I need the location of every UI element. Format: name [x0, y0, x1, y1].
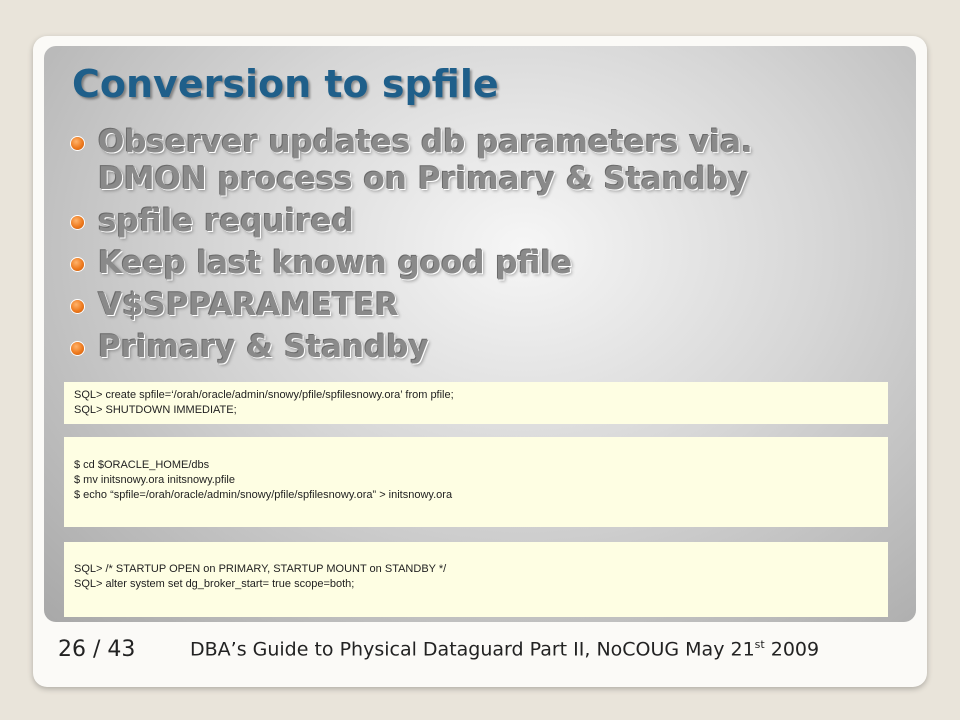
- bullet-text: spfile required: [98, 203, 354, 239]
- bullet-dot-icon: [71, 216, 84, 229]
- bullet-item: [68, 245, 908, 282]
- code-line: SQL> create spfile=‘/orah/oracle/admin/snowy/pfile/spfilesnowy.ora’ from pfile;: [74, 389, 454, 401]
- bullet-text: V$SPPARAMETER: [98, 287, 399, 323]
- code-line: SQL> SHUTDOWN IMMEDIATE;: [74, 404, 237, 416]
- bullet-text: Primary & Standby: [98, 329, 429, 365]
- bullet-text: Observer updates db parameters via.: [98, 124, 753, 160]
- slide-content-panel: [44, 46, 916, 622]
- bullet-text-continued: DMON process on Primary & Standby: [98, 161, 749, 197]
- footer-superscript: st: [754, 638, 765, 651]
- bullet-dot-icon: [71, 300, 84, 313]
- bullet-item: [68, 124, 908, 198]
- code-line: $ echo “spfile=/orah/oracle/admin/snowy/pfile/spfilesnowy.ora” > initsnowy.ora: [74, 489, 453, 501]
- bullet-item: [68, 287, 908, 324]
- code-line: SQL> /* STARTUP OPEN on PRIMARY, STARTUP MOUNT on STANDBY */: [74, 563, 447, 575]
- slide-title: Conversion to spfile: [72, 62, 499, 106]
- code-line: $ cd $ORACLE_HOME/dbs: [74, 459, 210, 471]
- bullet-list: [68, 124, 908, 371]
- code-line: $ mv initsnowy.ora initsnowy.pfile: [74, 474, 235, 486]
- footer-main-text: DBA’s Guide to Physical Dataguard Part II, NoCOUG May 21: [190, 638, 755, 661]
- bullet-dot-icon: [71, 342, 84, 355]
- code-block-create-spfile: [64, 382, 888, 424]
- bullet-item: [68, 203, 908, 240]
- footer-year: 2009: [764, 638, 820, 661]
- bullet-text: Keep last known good pfile: [98, 245, 573, 281]
- code-line: SQL> alter system set dg_broker_start= true scope=both;: [74, 578, 355, 590]
- code-block-shell-commands: [64, 437, 888, 527]
- footer-text: [190, 638, 819, 660]
- page-number: 26 / 43: [58, 637, 136, 662]
- bullet-dot-icon: [71, 137, 84, 150]
- bullet-dot-icon: [71, 258, 84, 271]
- code-block-broker-start: [64, 542, 888, 617]
- bullet-item: [68, 329, 908, 366]
